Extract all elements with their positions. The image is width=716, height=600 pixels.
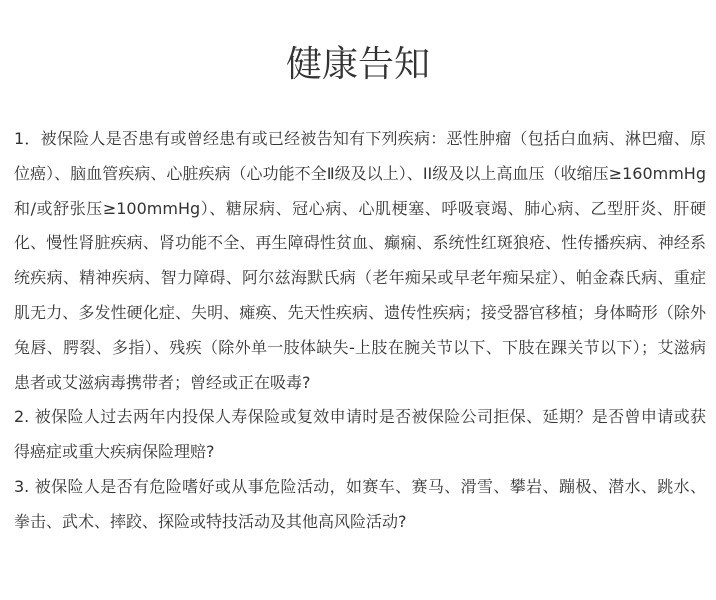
notice-item-2: 2. 被保险人过去两年内投保人寿保险或复效申请时是否被保险公司拒保、延期？是否曾申请或获得癌症或重大疾病保险理赔?	[14, 407, 706, 462]
notice-item-3: 3. 被保险人是否有危险嗜好或从事危险活动，如赛车、赛马、滑雪、攀岩、蹦极、潜水、跳水、拳击、武术、摔跤、探险或特技活动及其他高风险活动?	[14, 476, 706, 531]
notice-list	[14, 122, 706, 540]
page-title: 健康告知	[285, 44, 430, 85]
notice-item-1: 1．被保险人是否患有或曾经患有或已经被告知有下列疾病：恶性肿瘤（包括白血病、淋巴瘤、原位癌）、脑血管疾病、心脏疾病（心功能不全Ⅱ级及以上）、II级及以上高血压（收缩压≥160mmHg和/或舒张压≥100mmHg）、糖尿病、冠心病、心肌梗塞、呼吸衰竭、肺心病、乙型肝炎、肝硬化、慢性肾脏疾病、肾功能不全、再生障碍性贫血、癫痫、系统性红斑狼疮、性传播疾病、神经系统疾病、精神疾病、智力障碍、阿尔兹海默氏病（老年痴呆或早老年痴呆症）、帕金森氏病、重症肌无力、多发性硬化症、失明、瘫痪、先天性疾病、遗传性疾病；接受器官移植；身体畸形（除外兔唇、腭裂、多指）、残疾（除外单一肢体缺失-上肢在腕关节以下、下肢在踝关节以下）；艾滋病患者或艾滋病毒携带者；曾经或正在吸毒?	[14, 129, 706, 392]
